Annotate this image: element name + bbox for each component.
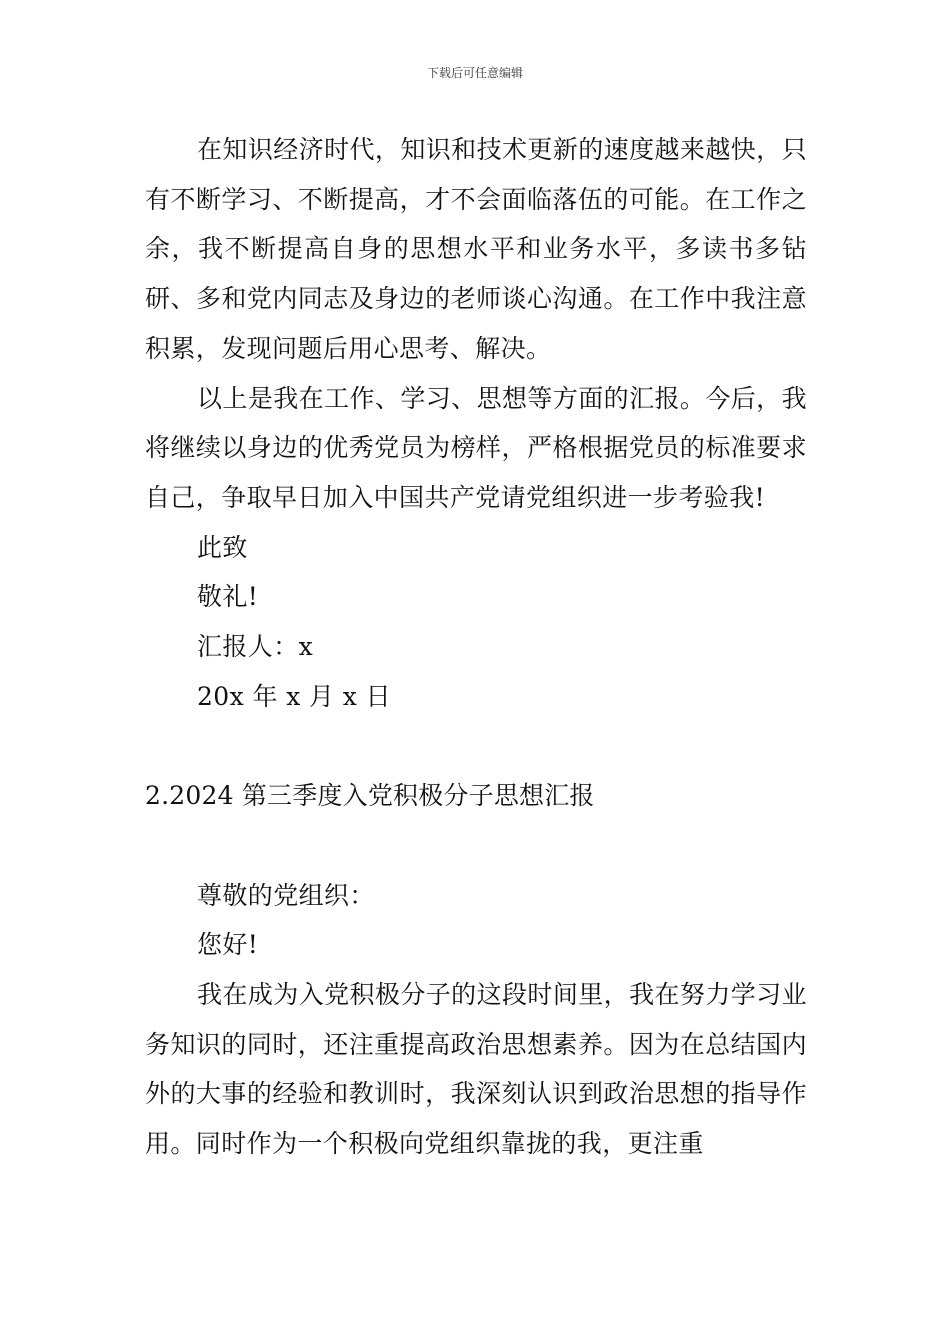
closing-cizhi: 此致: [197, 532, 248, 562]
date-line: 20x 年 x 月 x 日: [197, 681, 392, 711]
spacer: [145, 821, 807, 871]
reporter-line: 汇报人：x: [197, 632, 314, 662]
paragraph-politics: 我在成为入党积极分子的这段时间里，我在努力学习业务知识的同时，还注重提高政治思想素养。因为在总结国内外的大事的经验和教训时，我深刻认识到政治思想的指导作用。同时作为一个积极向党组织靠拢的我，更注重: [145, 979, 807, 1159]
greeting: 您好!: [197, 930, 259, 960]
document-body: [145, 125, 807, 1169]
spacer: [145, 721, 807, 771]
paragraph-summary: 以上是我在工作、学习、思想等方面的汇报。今后，我将继续以身边的优秀党员为榜样，严格根据党员的标准要求自己，争取早日加入中国共产党请党组织进一步考验我!: [145, 383, 807, 512]
paragraph-study: 在知识经济时代，知识和技术更新的速度越来越快，只有不断学习、不断提高，才不会面临落伍的可能。在工作之余，我不断提高自身的思想水平和业务水平，多读书多钻研、多和党内同志及身边的老师谈心沟通。在工作中我注意积累，发现问题后用心思考、解决。: [145, 135, 807, 363]
section-title: 2.2024 第三季度入党积极分子思想汇报: [145, 781, 595, 811]
salutation: 尊敬的党组织：: [197, 880, 375, 910]
closing-jingli: 敬礼!: [197, 582, 259, 612]
page-header: 下载后可任意编辑: [426, 66, 523, 80]
